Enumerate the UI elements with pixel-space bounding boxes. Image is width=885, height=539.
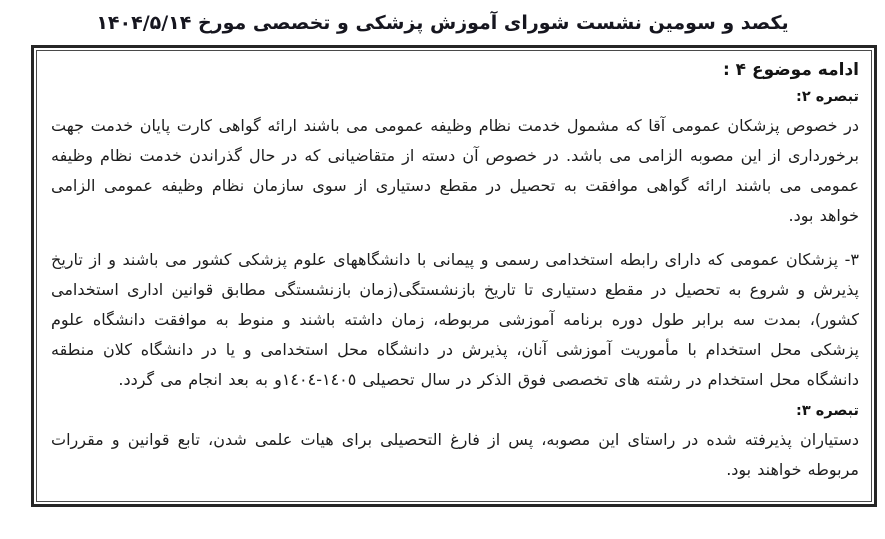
continuation-heading: ادامه موضوع ۴ : xyxy=(722,60,859,80)
note3-heading: تبصره ۳: xyxy=(796,403,859,419)
note2-heading: تبصره ۲: xyxy=(796,89,859,105)
content-frame xyxy=(31,45,877,507)
content-frame-inner xyxy=(36,50,872,502)
item3-body: ۳- پزشکان عمومی که دارای رابطه استخدامی رسمی و پیمانی با دانشگاههای علوم پزشکی کشور می باشند و از تاریخ پذیرش و شروع به تحصیل در مقطع دستیاری تا تاریخ بازنشستگی(زمان بازنشستگی مطابق قوانین اداری استخدامی کشور)، بمدت سه برابر طول دوره برنامه آموزشی مربوطه، زمان داشته باشند و منوط به موافقت دانشگاه علوم پزشکی محل استخدام با مأموریت آموزشی آنان، پذیرش در دانشگاه محل استخدامی و یا در دانشگاه کلان منطقه دانشگاه محل استخدام در رشته های تخصصی فوق الذکر در سال تحصیلی ١٤٠٥-١٤٠٤و به بعد انجام می گردد. xyxy=(51,250,859,389)
document-title: یکصد و سومین نشست شورای آموزش پزشکی و تخصصی مورخ ۱۴۰۴/۵/۱۴ xyxy=(96,12,789,34)
note2-body: در خصوص پزشکان عمومی آقا که مشمول خدمت نظام وظیفه عمومی می باشند ارائه گواهی کارت پایان خدمت جهت برخورداری از این مصوبه الزامی می باشد. در خصوص آن دسته از متقاضیانی که در حال گذراندن خدمت نظام وظیفه عمومی می باشند ارائه گواهی موافقت به تحصیل در مقطع دستیاری از سوی سازمان نظام وظیفه عمومی الزامی خواهد بود. xyxy=(51,116,859,225)
note3-body: دستیاران پذیرفته شده در راستای این مصوبه، پس از فارغ التحصیلی برای هیات علمی شدن، تابع قوانین و مقررات مربوطه خواهند بود. xyxy=(51,430,859,479)
